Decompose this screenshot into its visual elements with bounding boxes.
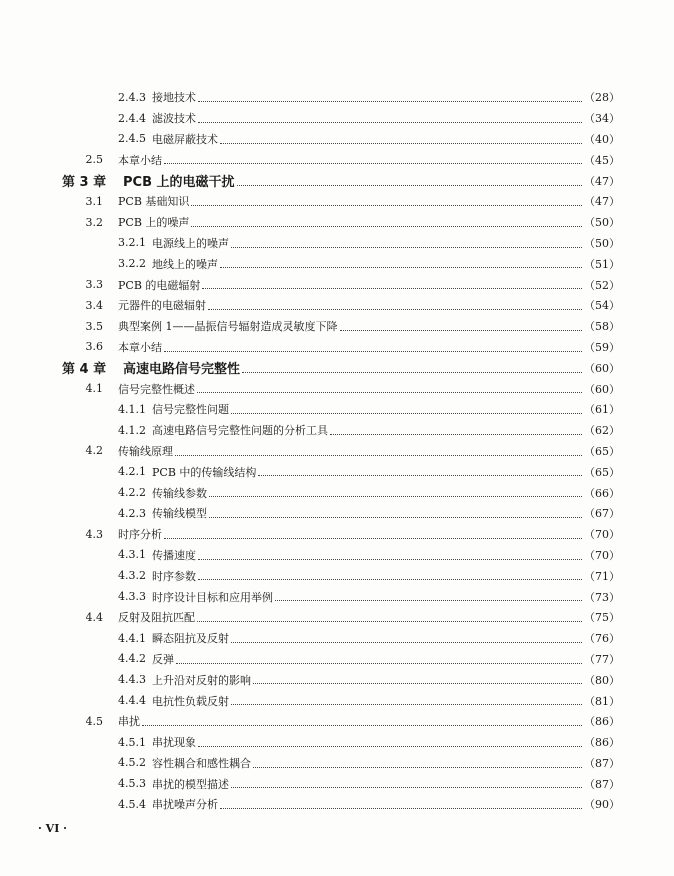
toc-entry-sub[interactable] — [0, 399, 674, 420]
toc-entry-title: 串扰 — [118, 715, 140, 729]
toc-entry-page: （47） — [584, 195, 620, 209]
toc-entry-number: 4.5.3 — [118, 777, 146, 791]
toc-entry-title: PCB 基础知识 — [118, 195, 190, 209]
toc-leader-dots — [198, 100, 582, 102]
toc-entry-title: 瞬态阻抗及反射 — [152, 632, 229, 646]
toc-leader-dots — [220, 142, 582, 144]
toc-entry-page: （60） — [584, 361, 620, 375]
toc-leader-dots — [198, 558, 582, 560]
toc-entry-page: （70） — [584, 528, 620, 542]
toc-entry-number: 4.3 — [85, 527, 103, 541]
toc-entry-number: 4.3.2 — [118, 569, 146, 583]
toc-entry-page: （60） — [584, 382, 620, 396]
toc-entry-number: 4.5.2 — [118, 756, 146, 770]
toc-leader-dots — [220, 807, 582, 809]
toc-leader-dots — [330, 433, 582, 435]
toc-entry-page: （62） — [584, 424, 620, 438]
toc-entry-number: 4.5.4 — [118, 797, 146, 811]
toc-leader-dots — [197, 391, 582, 393]
toc-leader-dots — [176, 662, 582, 664]
toc-leader-dots — [209, 516, 582, 518]
toc-entry-sub[interactable] — [0, 753, 674, 774]
toc-entry-sec[interactable] — [0, 316, 674, 337]
toc-entry-page: （86） — [584, 715, 620, 729]
toc-leader-dots — [142, 724, 582, 726]
toc-leader-dots — [197, 620, 582, 622]
toc-entry-page: （52） — [584, 278, 620, 292]
toc-entry-page: （50） — [584, 236, 620, 250]
toc-entry-sec[interactable] — [0, 378, 674, 399]
toc-entry-sub[interactable] — [0, 586, 674, 607]
toc-leader-dots — [253, 766, 582, 768]
toc-leader-dots — [258, 474, 582, 476]
toc-entry-page: （90） — [584, 798, 620, 812]
toc-entry-sec[interactable] — [0, 607, 674, 628]
toc-entry-title: 信号完整性问题 — [152, 403, 229, 417]
toc-entry-sub[interactable] — [0, 420, 674, 441]
toc-entry-page: （59） — [584, 340, 620, 354]
toc-entry-sec[interactable] — [0, 295, 674, 316]
toc-entry-page: （81） — [584, 694, 620, 708]
toc-entry-number: 4.2.2 — [118, 486, 146, 500]
toc-entry-sub[interactable] — [0, 669, 674, 690]
toc-entry-number: 4.4.4 — [118, 694, 146, 707]
toc-entry-page: （54） — [584, 299, 620, 313]
page-number-footer: · VI · — [38, 822, 67, 835]
toc-entry-number: 2.4.5 — [118, 132, 146, 146]
toc-leader-dots — [164, 537, 582, 539]
toc-entry-sub[interactable] — [0, 461, 674, 482]
toc-entry-title: 元器件的电磁辐射 — [118, 299, 206, 313]
toc-leader-dots — [191, 204, 582, 206]
toc-leader-dots — [253, 682, 582, 684]
toc-entry-page: （80） — [584, 673, 620, 687]
toc-entry-chapter[interactable] — [0, 170, 674, 191]
toc-entry-number: 第 3 章 — [62, 175, 107, 191]
toc-entry-page: （87） — [584, 777, 620, 791]
toc-leader-dots — [231, 246, 582, 248]
toc-entry-number: 3.2.2 — [118, 257, 146, 271]
toc-entry-page: （67） — [584, 507, 620, 521]
toc-entry-number: 4.1.2 — [118, 423, 146, 437]
toc-entry-title: 电抗性负载反射 — [152, 694, 229, 708]
toc-entry-sub[interactable] — [0, 565, 674, 586]
toc-entry-title: 本章小结 — [118, 340, 162, 354]
toc-entry-number: 4.2.1 — [118, 465, 146, 479]
toc-entry-number: 3.3 — [85, 278, 103, 292]
toc-entry-title: 反弹 — [152, 652, 174, 666]
toc-entry-page: （73） — [584, 590, 620, 604]
toc-leader-dots — [175, 454, 582, 456]
toc-entry-title: 上升沿对反射的影响 — [152, 673, 251, 687]
toc-leader-dots — [198, 121, 582, 123]
toc-entry-sub[interactable] — [0, 233, 674, 254]
toc-entry-page: （75） — [584, 611, 620, 625]
toc-leader-dots — [231, 641, 582, 643]
toc-entry-title: 传输线原理 — [118, 444, 173, 458]
toc-entry-title: 电源线上的噪声 — [152, 236, 229, 250]
toc-entry-page: （86） — [584, 736, 620, 750]
toc-entry-number: 4.3.1 — [118, 548, 146, 562]
toc-entry-title: 高速电路信号完整性问题的分析工具 — [152, 424, 328, 438]
toc-entry-sub[interactable] — [0, 794, 674, 815]
toc-entry-title: PCB 的电磁辐射 — [118, 278, 201, 292]
toc-leader-dots — [237, 184, 582, 186]
toc-entry-sec[interactable] — [0, 191, 674, 212]
toc-entry-sub[interactable] — [0, 649, 674, 670]
toc-leader-dots — [198, 578, 582, 580]
toc-entry-title: 高速电路信号完整性 — [123, 362, 241, 378]
toc-entry-number: 3.2.1 — [118, 236, 146, 250]
toc-entry-number: 4.1.1 — [118, 402, 146, 416]
toc-entry-title: 串扰噪声分析 — [152, 798, 218, 812]
toc-entry-sub[interactable] — [0, 108, 674, 129]
toc-entry-title: PCB 中的传输线结构 — [152, 465, 257, 479]
toc-entry-title: 传输线参数 — [152, 486, 207, 500]
toc-entry-page: （76） — [584, 632, 620, 646]
toc-leader-dots — [231, 703, 582, 705]
toc-entry-title: 时序参数 — [152, 569, 196, 583]
toc-entry-number: 2.4.3 — [118, 90, 146, 104]
toc-entry-sub[interactable] — [0, 545, 674, 566]
toc-entry-title: 时序分析 — [118, 528, 162, 542]
toc-leader-dots — [164, 350, 582, 352]
toc-entry-page: （58） — [584, 320, 620, 334]
toc-entry-number: 4.4.2 — [118, 652, 146, 666]
toc-entry-title: 串扰的模型描述 — [152, 777, 229, 791]
toc-entry-sub[interactable] — [0, 482, 674, 503]
toc-entry-number: 4.4.1 — [118, 631, 146, 645]
toc-entry-page: （34） — [584, 112, 620, 126]
toc-entry-title: 时序设计目标和应用举例 — [152, 590, 273, 604]
toc-entry-sec[interactable] — [0, 337, 674, 358]
toc-entry-page: （45） — [584, 153, 620, 167]
toc-entry-title: 本章小结 — [118, 153, 162, 167]
toc-leader-dots — [231, 786, 582, 788]
toc-entry-page: （61） — [584, 403, 620, 417]
toc-leader-dots — [164, 162, 582, 164]
toc-entry-title: 接地技术 — [152, 91, 196, 105]
toc-entry-title: 信号完整性概述 — [118, 382, 195, 396]
toc-entry-title: 串扰现象 — [152, 736, 196, 750]
toc-entry-page: （66） — [584, 486, 620, 500]
toc-entry-number: 4.2 — [85, 444, 103, 458]
toc-entry-number: 3.2 — [85, 215, 103, 229]
toc-entry-title: 地线上的噪声 — [152, 257, 218, 271]
toc-entry-sec[interactable] — [0, 711, 674, 732]
toc-entry-page: （51） — [584, 257, 620, 271]
toc-entry-sub[interactable] — [0, 690, 674, 711]
toc-entry-number: 4.5.1 — [118, 735, 146, 749]
toc-entry-number: 2.5 — [85, 153, 103, 167]
toc-entry-number: 3.6 — [85, 340, 103, 354]
toc-entry-sec[interactable] — [0, 149, 674, 170]
toc-entry-sub[interactable] — [0, 628, 674, 649]
toc-leader-dots — [231, 412, 582, 414]
toc-entry-page: （87） — [584, 756, 620, 770]
toc-leader-dots — [202, 287, 582, 289]
toc-leader-dots — [340, 329, 582, 331]
toc-entry-number: 4.4 — [85, 610, 103, 624]
toc-entry-page: （71） — [584, 569, 620, 583]
toc-entry-chapter[interactable] — [0, 357, 674, 378]
toc-entry-sub[interactable] — [0, 87, 674, 108]
toc-entry-title: 反射及阻抗匹配 — [118, 611, 195, 625]
toc-entry-sub[interactable] — [0, 773, 674, 794]
toc-entry-page: （40） — [584, 132, 620, 146]
toc-entry-page: （28） — [584, 91, 620, 105]
toc-leader-dots — [209, 495, 582, 497]
toc-entry-title: 滤波技术 — [152, 112, 196, 126]
toc-entry-number: 4.2.3 — [118, 506, 146, 520]
toc-entry-page: （50） — [584, 216, 620, 230]
toc-entry-page: （77） — [584, 652, 620, 666]
toc-entry-sec[interactable] — [0, 212, 674, 233]
toc-entry-sec[interactable] — [0, 524, 674, 545]
toc-entry-number: 3.1 — [85, 194, 103, 208]
toc-leader-dots — [242, 371, 582, 373]
toc-leader-dots — [220, 266, 582, 268]
toc-leader-dots — [198, 745, 582, 747]
toc-entry-number: 4.1 — [85, 382, 103, 396]
toc-leader-dots — [275, 599, 582, 601]
toc-entry-title: 容性耦合和感性耦合 — [152, 756, 251, 770]
toc-entry-title: 电磁屏蔽技术 — [152, 132, 218, 146]
toc-entry-title: 传输线模型 — [152, 507, 207, 521]
toc-entry-page: （70） — [584, 548, 620, 562]
toc-entry-number: 4.5 — [85, 714, 103, 728]
toc-leader-dots — [191, 225, 582, 227]
toc-entry-sec[interactable] — [0, 441, 674, 462]
toc-entry-number: 3.5 — [85, 319, 103, 333]
toc-entry-sub[interactable] — [0, 732, 674, 753]
toc-entry-number: 2.4.4 — [118, 111, 146, 125]
toc-leader-dots — [208, 308, 582, 310]
toc-entry-sec[interactable] — [0, 274, 674, 295]
toc-entry-sub[interactable] — [0, 503, 674, 524]
toc-entry-sub[interactable] — [0, 129, 674, 150]
toc-entry-page: （47） — [584, 174, 620, 188]
table-of-contents — [0, 87, 674, 815]
toc-entry-number: 4.4.3 — [118, 673, 146, 687]
toc-entry-title: 传播速度 — [152, 548, 196, 562]
toc-entry-title: PCB 上的噪声 — [118, 216, 190, 230]
toc-entry-title: 典型案例 1——晶振信号辐射造成灵敏度下降 — [118, 320, 338, 334]
toc-entry-number: 4.3.3 — [118, 590, 146, 604]
toc-entry-title: PCB 上的电磁干扰 — [123, 175, 235, 191]
toc-entry-number: 第 4 章 — [62, 362, 107, 378]
toc-entry-number: 3.4 — [85, 298, 103, 312]
toc-entry-page: （65） — [584, 465, 620, 479]
toc-entry-page: （65） — [584, 444, 620, 458]
toc-entry-sub[interactable] — [0, 253, 674, 274]
